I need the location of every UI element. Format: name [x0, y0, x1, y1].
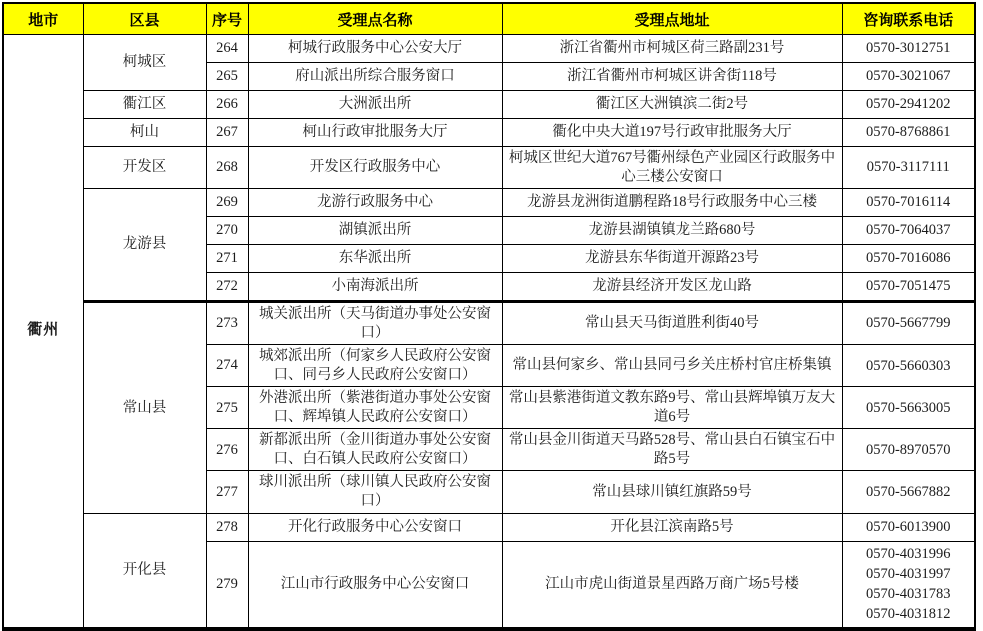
site-name-cell: 小南海派出所 [248, 273, 502, 302]
site-address-cell: 常山县何家乡、常山县同弓乡关庄桥村官庄桥集镇 [502, 345, 842, 387]
phone-cell [842, 273, 975, 302]
phone-line: 0570-7064037 [865, 222, 951, 239]
phone-cell [842, 429, 975, 471]
site-address-cell: 常山县球川镇红旗路59号 [502, 471, 842, 513]
site-address-cell: 浙江省衢州市柯城区荷三路副231号 [502, 35, 842, 63]
site-name-cell: 江山市行政服务中心公安窗口 [248, 541, 502, 629]
phone-line: 0570-7016086 [865, 250, 951, 267]
phone-line: 0570-4031812 [865, 606, 951, 623]
phone-cell [842, 345, 975, 387]
site-name-cell: 开发区行政服务中心 [248, 147, 502, 189]
seq-cell: 268 [206, 147, 248, 189]
table-body [3, 35, 975, 629]
phone-cell [842, 91, 975, 119]
district-cell: 开发区 [83, 147, 206, 189]
seq-cell: 269 [206, 189, 248, 217]
site-name-cell: 东华派出所 [248, 245, 502, 273]
seq-cell: 264 [206, 35, 248, 63]
table-row [3, 35, 975, 63]
phone-line: 0570-4031783 [865, 586, 951, 603]
site-address-cell: 柯城区世纪大道767号衢州绿色产业园区行政服务中心三楼公安窗口 [502, 147, 842, 189]
site-name-cell: 外港派出所（紫港街道办事处公安窗口、辉埠镇人民政府公安窗口） [248, 387, 502, 429]
site-name-cell: 湖镇派出所 [248, 217, 502, 245]
site-name-cell: 龙游行政服务中心 [248, 189, 502, 217]
table-row [3, 302, 975, 345]
site-name-cell: 城郊派出所（何家乡人民政府公安窗口、同弓乡人民政府公安窗口） [248, 345, 502, 387]
header-seq: 序号 [206, 3, 248, 35]
seq-cell: 275 [206, 387, 248, 429]
site-address-cell: 龙游县经济开发区龙山路 [502, 273, 842, 302]
phone-line: 0570-3012751 [865, 40, 951, 57]
phone-cell [842, 119, 975, 147]
phone-line: 0570-3021067 [865, 68, 951, 85]
phone-cell [842, 387, 975, 429]
district-cell: 柯山 [83, 119, 206, 147]
site-address-cell: 龙游县湖镇镇龙兰路680号 [502, 217, 842, 245]
phone-cell [842, 217, 975, 245]
phone-line: 0570-6013900 [865, 518, 951, 535]
district-cell: 衢江区 [83, 91, 206, 119]
table-row [3, 513, 975, 541]
phone-cell [842, 147, 975, 189]
phone-line: 0570-5667799 [865, 315, 951, 332]
table-row [3, 147, 975, 189]
site-name-cell: 球川派出所（球川镇人民政府公安窗口） [248, 471, 502, 513]
site-address-cell: 龙游县龙洲街道鹏程路18号行政服务中心三楼 [502, 189, 842, 217]
seq-cell: 277 [206, 471, 248, 513]
header-site-address: 受理点地址 [502, 3, 842, 35]
seq-cell: 276 [206, 429, 248, 471]
district-cell: 开化县 [83, 513, 206, 629]
site-address-cell: 衢江区大洲镇滨二街2号 [502, 91, 842, 119]
table-row [3, 119, 975, 147]
phone-cell [842, 245, 975, 273]
seq-cell: 274 [206, 345, 248, 387]
phone-cell [842, 63, 975, 91]
site-name-cell: 府山派出所综合服务窗口 [248, 63, 502, 91]
header-district: 区县 [83, 3, 206, 35]
phone-line: 0570-4031996 [865, 545, 951, 562]
phone-line: 0570-4031997 [865, 565, 951, 582]
phone-line: 0570-8768861 [865, 124, 951, 141]
phone-line: 0570-8970570 [865, 441, 951, 458]
site-address-cell: 常山县天马街道胜利街40号 [502, 302, 842, 345]
phone-line: 0570-5663005 [865, 399, 951, 416]
header-city: 地市 [3, 3, 83, 35]
site-name-cell: 大洲派出所 [248, 91, 502, 119]
phone-line: 0570-7016114 [866, 194, 951, 211]
table-row [3, 91, 975, 119]
header-phone: 咨询联系电话 [842, 3, 975, 35]
site-name-cell: 柯城行政服务中心公安大厅 [248, 35, 502, 63]
phone-line: 0570-5667882 [865, 483, 951, 500]
seq-cell: 271 [206, 245, 248, 273]
phone-line: 0570-5660303 [865, 357, 951, 374]
site-name-cell: 新都派出所（金川街道办事处公安窗口、白石镇人民政府公安窗口） [248, 429, 502, 471]
site-name-cell: 开化行政服务中心公安窗口 [248, 513, 502, 541]
phone-cell [842, 302, 975, 345]
header-site-name: 受理点名称 [248, 3, 502, 35]
phone-cell [842, 541, 975, 629]
phone-cell [842, 189, 975, 217]
seq-cell: 265 [206, 63, 248, 91]
phone-cell [842, 35, 975, 63]
seq-cell: 273 [206, 302, 248, 345]
seq-cell: 270 [206, 217, 248, 245]
seq-cell: 266 [206, 91, 248, 119]
phone-line: 0570-3117111 [866, 159, 950, 176]
site-address-cell: 龙游县东华街道开源路23号 [502, 245, 842, 273]
site-address-cell: 衢化中央大道197号行政审批服务大厅 [502, 119, 842, 147]
site-address-cell: 常山县紫港街道文教东路9号、常山县辉埠镇万友大道6号 [502, 387, 842, 429]
seq-cell: 279 [206, 541, 248, 629]
site-address-cell: 开化县江滨南路5号 [502, 513, 842, 541]
seq-cell: 272 [206, 273, 248, 302]
site-name-cell: 柯山行政审批服务大厅 [248, 119, 502, 147]
site-address-cell: 常山县金川街道天马路528号、常山县白石镇宝石中路5号 [502, 429, 842, 471]
seq-cell: 267 [206, 119, 248, 147]
city-cell: 衢州 [3, 35, 83, 629]
phone-line: 0570-2941202 [865, 96, 951, 113]
phone-cell [842, 513, 975, 541]
table-header-row [3, 3, 975, 35]
table-row [3, 189, 975, 217]
service-points-table [2, 2, 976, 631]
phone-cell [842, 471, 975, 513]
district-cell: 常山县 [83, 302, 206, 513]
phone-line: 0570-7051475 [865, 278, 951, 295]
seq-cell: 278 [206, 513, 248, 541]
site-address-cell: 浙江省衢州市柯城区讲舍街118号 [502, 63, 842, 91]
district-cell: 龙游县 [83, 189, 206, 302]
site-address-cell: 江山市虎山街道景星西路万商广场5号楼 [502, 541, 842, 629]
district-cell: 柯城区 [83, 35, 206, 91]
site-name-cell: 城关派出所（天马街道办事处公安窗口） [248, 302, 502, 345]
